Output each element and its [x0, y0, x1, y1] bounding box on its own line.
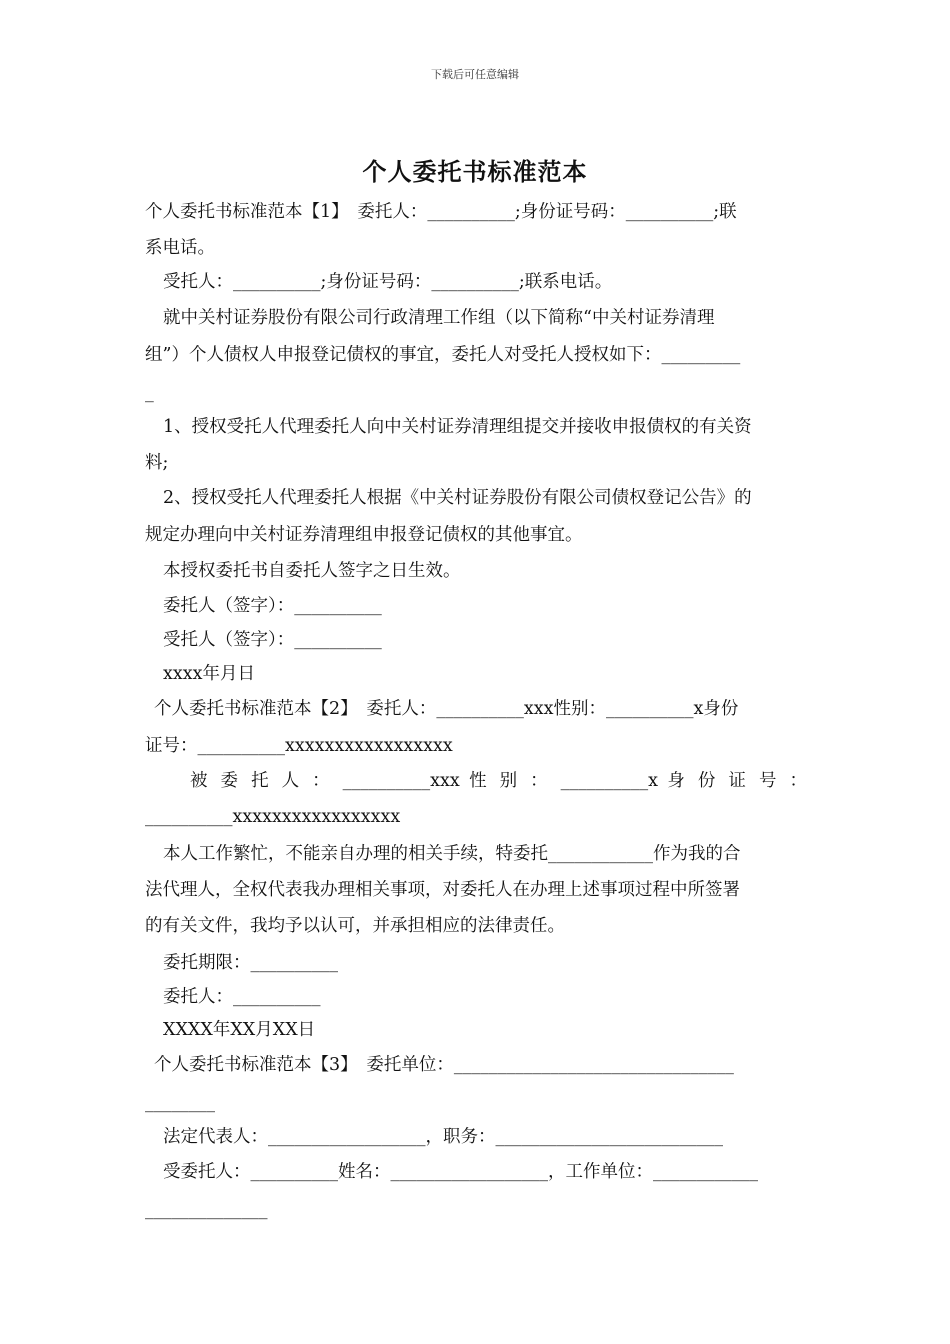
document-title: 个人委托书标准范本 — [362, 157, 588, 186]
template2-term: 委托期限：__________ — [163, 953, 338, 973]
template2-paragraph-line3: 的有关文件，我均予以认可，并承担相应的法律责任。 — [145, 916, 565, 936]
template1-item2-line2: 规定办理向中关村证券清理组申报登记债权的其他事宜。 — [145, 525, 583, 545]
template2-principal: 委托人：__________ — [163, 987, 321, 1007]
page-header: 下载后可任意编辑 — [431, 68, 519, 81]
template1-trustee-line: 受托人：__________;身份证号码：__________;联系电话。 — [163, 272, 613, 292]
template1-paragraph-line3: _ — [145, 383, 154, 403]
template2-date: XXXX年XX月XX日 — [163, 1020, 316, 1040]
template2-agent-line1: 被 委 托 人 ： __________xxx 性 别 ： __________x 身 份 证 号 ： — [190, 771, 807, 791]
template1-paragraph-line1: 就中关村证券股份有限公司行政清理工作组（以下简称“中关村证券清理 — [163, 308, 715, 328]
template1-date: xxxx年月日 — [163, 664, 255, 684]
template2-paragraph-line2: 法代理人，全权代表我办理相关事项，对委托人在办理上述事项过程中所签署 — [145, 880, 740, 900]
template2-paragraph-line1: 本人工作繁忙，不能亲自办理的相关手续，特委托____________作为我的合 — [163, 844, 741, 864]
template1-item2-line1: 2、授权受托人代理委托人根据《中关村证券股份有限公司债权登记公告》的 — [163, 488, 752, 508]
template1-agent-signature: 受托人（签字）：__________ — [163, 630, 382, 650]
template1-item1-line2: 料; — [145, 453, 169, 473]
template1-item1-line1: 1、授权受托人代理委托人向中关村证券清理组提交并接收申报债权的有关资 — [163, 417, 752, 437]
template1-line2: 系电话。 — [145, 238, 215, 258]
template3-line2: ________ — [145, 1093, 215, 1113]
template3-line1: 个人委托书标准范本【3】 委托单位：________________________________ — [154, 1055, 734, 1075]
template2-line1: 个人委托书标准范本【2】 委托人：__________xxx性别：__________x身份 — [154, 699, 739, 719]
template1-effective: 本授权委托书自委托人签字之日生效。 — [163, 561, 461, 581]
template3-agent-line1: 受委托人：__________姓名：__________________，工作单位：____________ — [163, 1162, 758, 1182]
template1-line1: 个人委托书标准范本【1】 委托人：__________;身份证号码：__________;联 — [145, 202, 737, 222]
template1-paragraph-line2: 组”）个人债权人申报登记债权的事宜，委托人对受托人授权如下：_________ — [145, 345, 741, 365]
template3-agent-line2: ______________ — [145, 1200, 268, 1220]
template2-line2: 证号：__________xxxxxxxxxxxxxxxxx — [145, 736, 453, 756]
template2-agent-line2: __________xxxxxxxxxxxxxxxxx — [145, 807, 401, 827]
template1-principal-signature: 委托人（签字）：__________ — [163, 596, 382, 616]
template3-legal-rep: 法定代表人：__________________，职务：__________________________ — [163, 1127, 723, 1147]
